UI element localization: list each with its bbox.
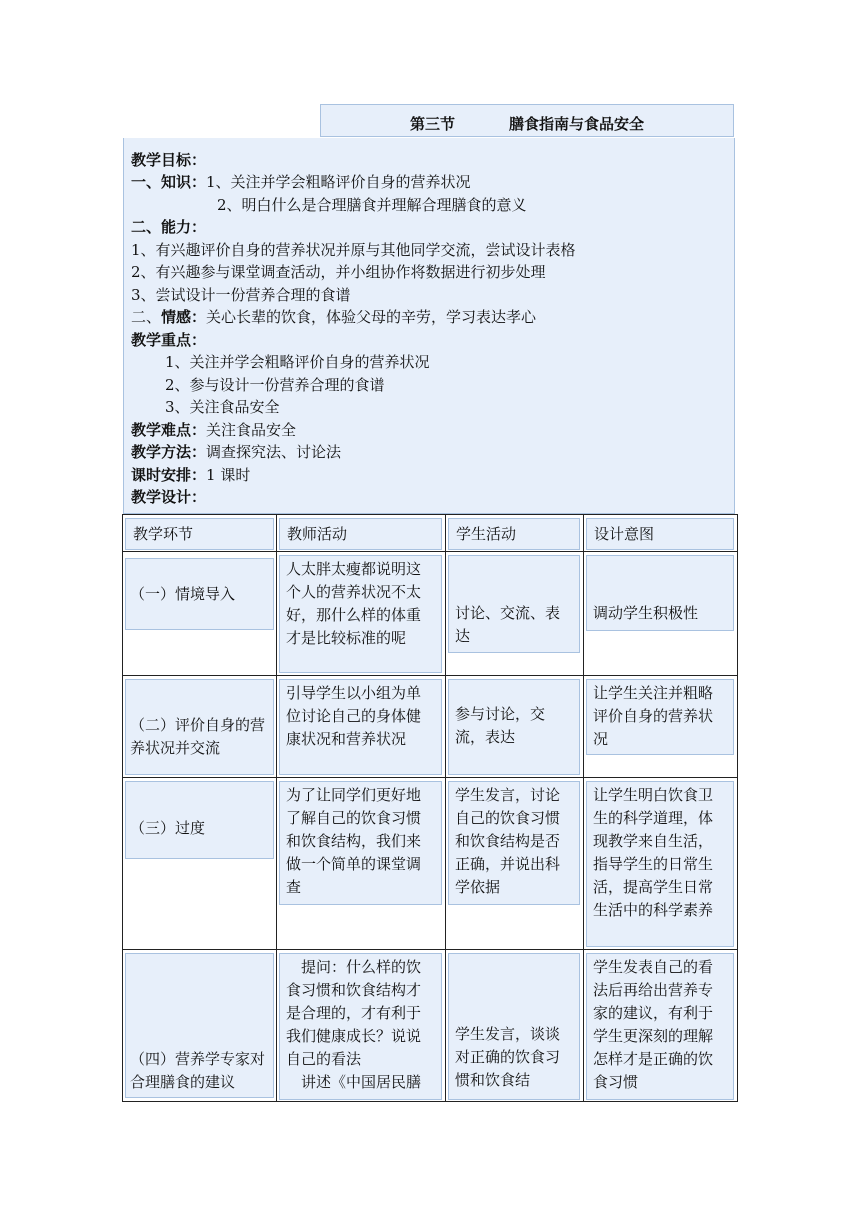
table-row-4-intent: 学生发表自己的看法后再给出营养专家的建议，有利于学生更深刻的理解怎样才是正确的饮食习惯 bbox=[586, 953, 734, 1100]
title-bar bbox=[320, 104, 734, 137]
info-line: 2、参与设计一份营养合理的食谱 bbox=[165, 376, 385, 394]
info-line: 3、关注食品安全 bbox=[165, 398, 280, 416]
table-border bbox=[122, 1101, 738, 1102]
table-row-3-teacher: 为了让同学们更好地了解自己的饮食习惯和饮食结构，我们来做一个简单的课堂调查 bbox=[279, 781, 442, 905]
header-intent: 设计意图 bbox=[586, 518, 734, 550]
info-line: 1、有兴趣评价自身的营养状况并原与其他同学交流，尝试设计表格 bbox=[131, 241, 576, 259]
info-line: 课时安排：1 课时 bbox=[131, 466, 251, 484]
header-stage: 教学环节 bbox=[125, 518, 274, 550]
table-border bbox=[583, 514, 584, 1102]
info-line: 教学难点：关注食品安全 bbox=[131, 421, 297, 439]
table-border bbox=[122, 514, 738, 515]
info-line: 二、情感：关心长辈的饮食，体验父母的辛劳，学习表达孝心 bbox=[131, 308, 537, 326]
table-border bbox=[276, 514, 277, 1102]
page-title bbox=[321, 113, 733, 134]
info-line: 1、关注并学会粗略评价自身的营养状况 bbox=[165, 353, 430, 371]
table-row-4-stage: （四）营养学专家对合理膳食的建议 bbox=[125, 953, 274, 1098]
info-line: 教学方法：调查探究法、讨论法 bbox=[131, 443, 342, 461]
table-row-4-teacher: 提问：什么样的饮食习惯和饮食结构才是合理的，才有利于我们健康成长？说说自己的看法 讲述《中国居民膳 bbox=[279, 953, 442, 1100]
table-row-4-student: 学生发言，谈谈对正确的饮食习惯和饮食结 bbox=[448, 953, 580, 1100]
table-row-3-intent: 让学生明白饮食卫生的科学道理，体现教学来自生活，指导学生的日常生活，提高学生日常生活中的科学素养 bbox=[586, 781, 734, 947]
info-line: 教学设计： bbox=[131, 488, 207, 506]
table-row-1-intent: 调动学生积极性 bbox=[586, 555, 734, 631]
table-row-1-teacher: 人太胖太瘦都说明这个人的营养状况不太好，那什么样的体重才是比较标准的呢 bbox=[279, 555, 442, 673]
table-row-3-stage: （三）过度 bbox=[125, 781, 274, 859]
design-table bbox=[122, 514, 738, 1102]
info-line: 二、能力： bbox=[131, 218, 207, 236]
info-line: 2、明白什么是合理膳食并理解合理膳食的意义 bbox=[217, 196, 527, 214]
table-row-2-student: 参与讨论，交流，表达 bbox=[448, 679, 580, 775]
table-row-2-intent: 让学生关注并粗略评价自身的营养状况 bbox=[586, 679, 734, 755]
info-line: 教学重点： bbox=[131, 331, 207, 349]
table-border bbox=[122, 514, 123, 1102]
table-row-1-student: 讨论、交流、表达 bbox=[448, 555, 580, 653]
table-row-2-teacher: 引导学生以小组为单位讨论自己的身体健康状况和营养状况 bbox=[279, 679, 442, 775]
table-row-1-stage: （一）情境导入 bbox=[125, 558, 274, 630]
section-topic: 膳食指南与食品安全 bbox=[509, 115, 645, 133]
table-border bbox=[122, 675, 738, 676]
info-line: 2、有兴趣参与课堂调查活动，并小组协作将数据进行初步处理 bbox=[131, 263, 546, 281]
section-number: 第三节 bbox=[409, 115, 455, 133]
info-line: 一、知识：1、关注并学会粗略评价自身的营养状况 bbox=[131, 173, 471, 191]
table-border bbox=[445, 514, 446, 1102]
info-line: 3、尝试设计一份营养合理的食谱 bbox=[131, 286, 351, 304]
table-border bbox=[737, 514, 738, 1102]
header-teacher: 教师活动 bbox=[279, 518, 442, 550]
table-row-3-student: 学生发言，讨论自己的饮食习惯和饮食结构是否正确，并说出科学依据 bbox=[448, 781, 580, 905]
table-border bbox=[122, 551, 738, 552]
table-border bbox=[122, 777, 738, 778]
table-border bbox=[122, 949, 738, 950]
info-line: 教学目标： bbox=[131, 151, 207, 169]
header-student: 学生活动 bbox=[448, 518, 580, 550]
table-row-2-stage: （二）评价自身的营养状况并交流 bbox=[125, 679, 274, 775]
